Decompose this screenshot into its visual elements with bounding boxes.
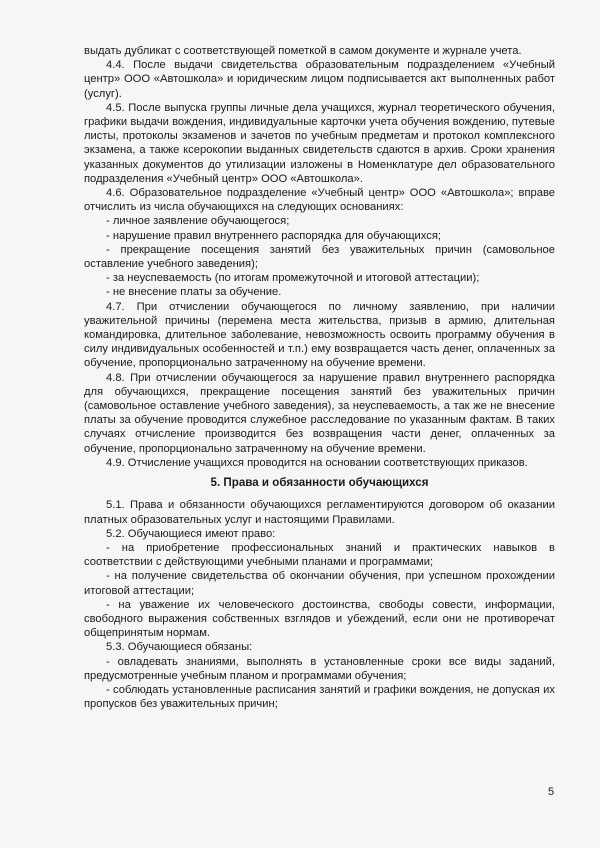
page-number: 5 [548,786,555,798]
paragraph: - на уважение их человеческого достоинства, свободы совести, информации, свободного выражения собственных взглядов и убеждений, если они не противоречат общепринятым нормам. [84,598,555,640]
paragraph: 5.1. Права и обязанности обучающихся регламентируются договором об оказании платных образовательных услуг и настоящими Правилами. [84,499,555,526]
section-5-paragraphs [84,498,555,711]
paragraph: - не внесение платы за обучение. [106,286,282,299]
paragraph: - за неуспеваемость (по итогам промежуточной и итоговой аттестации); [106,272,480,285]
paragraph: 4.8. При отчислении обучающегося за нарушение правил внутреннего распорядка для обучающихся, прекращение посещения занятий без уважительных причин (самовольное оставление учебного заведения), за неуспеваемость, а так же не внесение платы за обучение проводится служебное расследование по указанным фактам. В таких случаях отчисление производится без возвращения части денег, оплаченных за обучение, пропорционально затраченному на обучение времени. [84,371,555,455]
paragraph: 4.4. После выдачи свидетельства образовательным подразделением «Учебный центр» ООО «Автошкола» и юридическим лицом подписывается акт выполненных работ (услуг). [84,59,555,100]
paragraph: - нарушение правил внутреннего распорядка для обучающихся; [106,229,442,242]
paragraph: выдать дубликат с соответствующей пометкой в самом документе и журнале учета. [84,45,522,57]
document-body [84,44,555,711]
paragraph: 5.3. Обучающиеся обязаны: [106,641,253,654]
paragraph: 4.7. При отчислении обучающегося по личному заявлению, при наличии уважительной причины (перемена места жительства, призыв в армию, длительная командировка, длительное заболевание, невозможность освоить программу обучения в силу индивидуальных особенностей и т.п.) ему возвращается часть денег, оплаченных за обучение, пропорционально затраченному на обучение времени. [84,300,555,370]
paragraph: 4.5. После выпуска группы личные дела учащихся, журнал теоретического обучения, графики выдачи вождения, индивидуальные карточки учета обучения вождению, путевые листы, протоколы экзаменов и зачетов по учебным предметам и протокол комплексного экзамена, а также ксерокопии выданных свидетельств сдаются в архив. Сроки хранения указанных документов до утилизации изложены в Номенклатуре дел образовательного подразделения «Учебный центр» ООО «Автошкола». [84,101,555,185]
paragraph: - на приобретение профессиональных знаний и практических навыков в соответствии с действующими учебными планами и программами; [84,541,555,569]
section-heading: 5. Права и обязанности обучающихся [210,476,429,490]
paragraph: - овладевать знаниями, выполнять в установленные сроки все виды заданий, предусмотренные учебным планом и программами обучения; [84,655,555,682]
section-4-paragraphs [84,44,555,470]
paragraph: - на получение свидетельства об окончании обучения, при успешном прохождении итоговой аттестации; [84,570,555,597]
paragraph: 5.2. Обучающиеся имеют право: [106,527,276,540]
paragraph: - прекращение посещения занятий без уважительных причин (самовольное оставление учебного заведения); [84,243,555,271]
paragraph: 4.9. Отчисление учащихся проводится на основании соответствующих приказов. [106,456,528,469]
paragraph: - личное заявление обучающегося; [106,215,290,228]
paragraph: - соблюдать установленные расписания занятий и графики вождения, не допуская их пропусков без уважительных причин; [84,683,555,711]
paragraph: 4.6. Образовательное подразделение «Учебный центр» ООО «Автошкола»; вправе отчислить из числа обучающихся на следующих основаниях: [84,187,555,214]
